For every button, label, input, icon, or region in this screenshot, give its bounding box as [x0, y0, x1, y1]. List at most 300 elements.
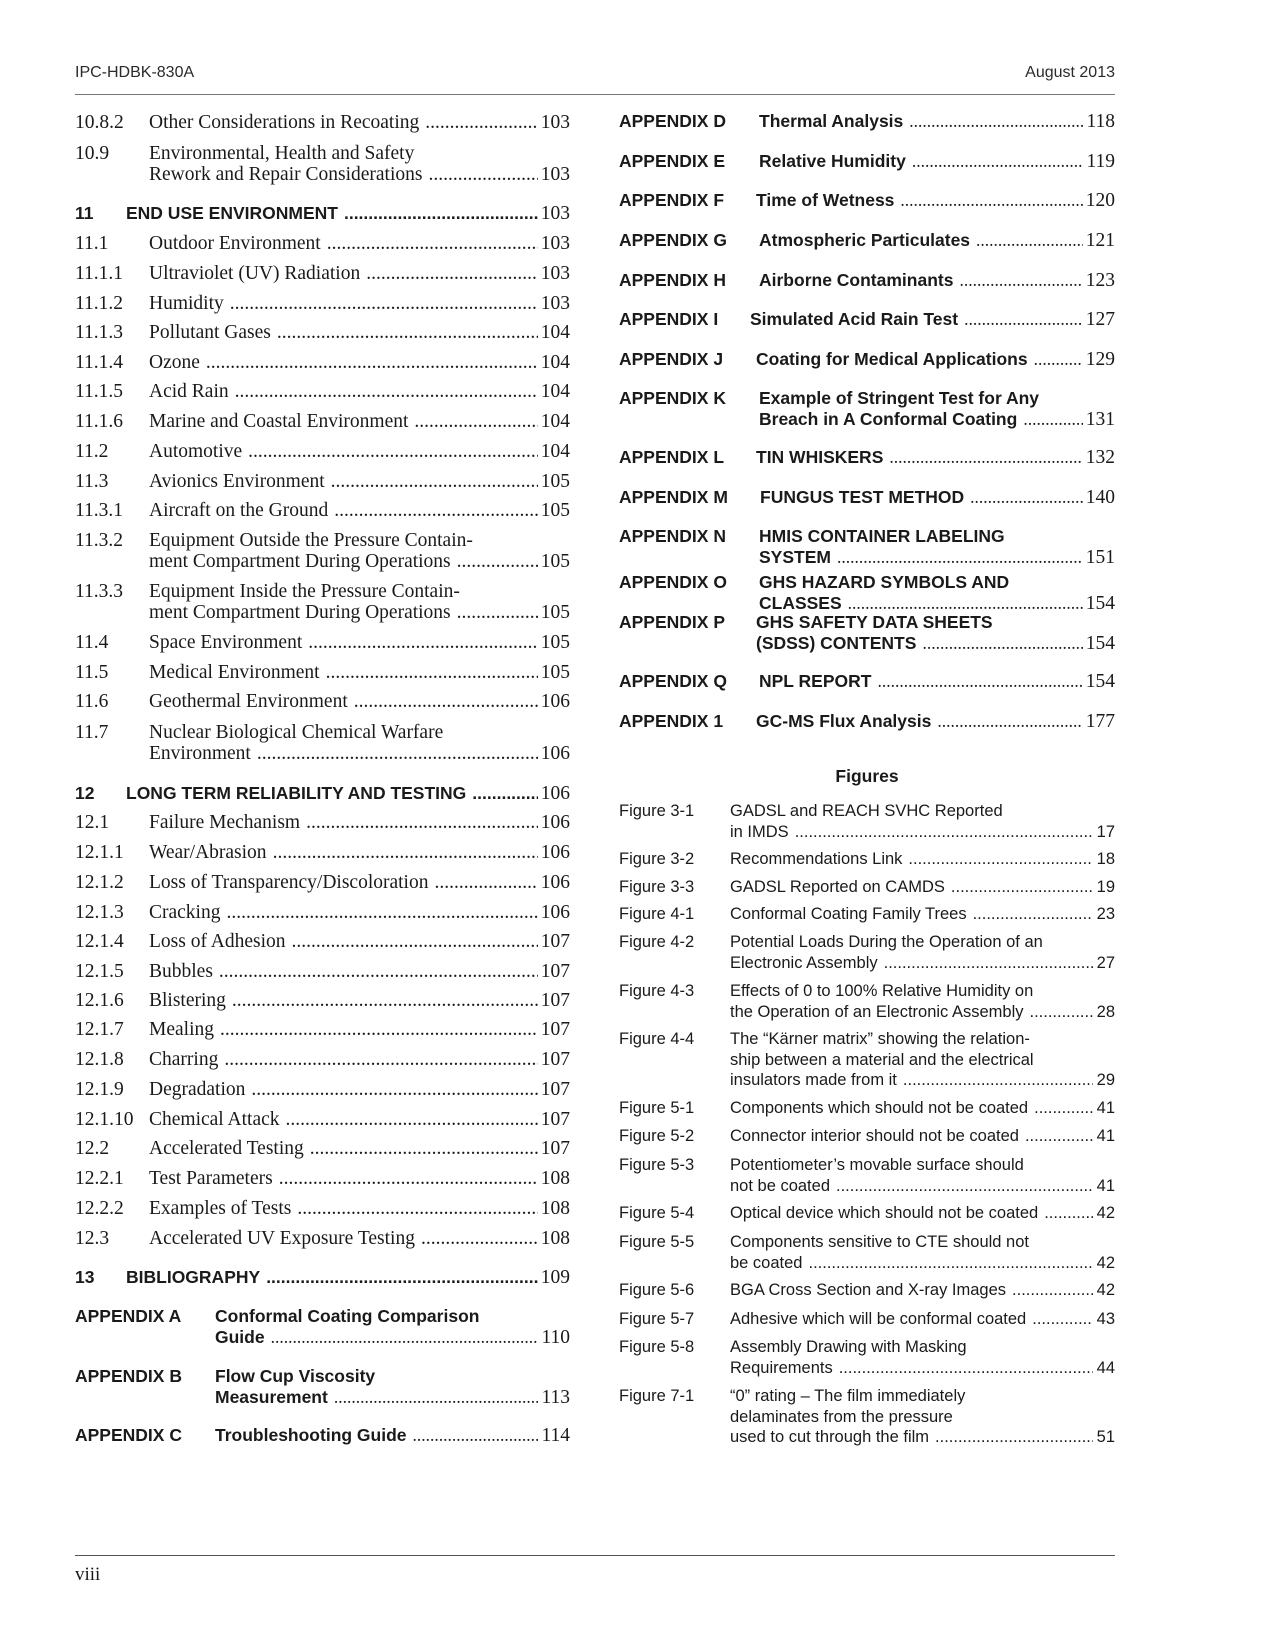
figure-entry[interactable]: [619, 1280, 1115, 1301]
toc-entry[interactable]: [619, 309, 1115, 330]
toc-entry[interactable]: [75, 203, 570, 224]
toc-entry-page: 154: [1085, 633, 1115, 654]
figure-entry[interactable]: [619, 1155, 1115, 1196]
dot-leader: [292, 931, 539, 952]
toc-entry-page: 42: [1096, 1253, 1115, 1272]
toc-entry-page: 114: [541, 1425, 570, 1446]
toc-entry-page: 140: [1085, 487, 1115, 508]
toc-entry-title: in IMDS: [730, 822, 789, 841]
dot-leader: [976, 230, 1083, 251]
toc-entry-page: 177: [1085, 711, 1115, 732]
toc-entry-number: 11.2: [75, 441, 109, 462]
toc-entry-title: Charring: [149, 1049, 219, 1070]
toc-entry-number: APPENDIX H: [619, 270, 726, 290]
toc-entry-page: 18: [1096, 850, 1115, 868]
toc-entry[interactable]: [75, 581, 570, 623]
toc-entry-page: 107: [540, 1138, 570, 1159]
toc-entry-title: Connector interior should not be coated: [730, 1127, 1019, 1145]
toc-entry-number: APPENDIX N: [619, 526, 726, 546]
toc-entry[interactable]: [75, 1109, 570, 1130]
toc-entry-page: 105: [540, 662, 570, 683]
toc-entry-number: 12.1.3: [75, 902, 124, 923]
toc-entry-title: Blistering: [149, 990, 226, 1011]
dot-leader: [257, 743, 538, 764]
dot-leader: [951, 877, 1093, 898]
toc-entry-page: 42: [1096, 1204, 1115, 1222]
toc-entry-title: Environmental, Health and Safety: [149, 143, 415, 164]
figure-entry[interactable]: [619, 904, 1115, 925]
dot-leader: [230, 293, 538, 314]
toc-entry-number: APPENDIX L: [619, 447, 725, 467]
dot-leader: [808, 1253, 1093, 1274]
toc-entry-title: Recommendations Link: [730, 850, 903, 868]
toc-entry-title: Atmospheric Particulates: [759, 230, 971, 250]
toc-entry[interactable]: [75, 411, 570, 432]
figure-entry[interactable]: [619, 849, 1115, 870]
toc-entry-page: 103: [540, 263, 570, 284]
dot-leader: [277, 322, 538, 343]
toc-entry[interactable]: [75, 1198, 570, 1219]
toc-entry[interactable]: [619, 526, 1115, 568]
toc-entry[interactable]: [75, 322, 570, 343]
dot-leader: [937, 711, 1083, 732]
document-id: IPC-HDBK-830A: [75, 64, 195, 81]
figure-entry[interactable]: [619, 1232, 1115, 1273]
toc-entry-title: Humidity: [149, 293, 224, 314]
dot-leader: [884, 953, 1093, 974]
toc-entry-title: Mealing: [149, 1019, 214, 1040]
toc-entry-title: delaminates from the pressure: [730, 1407, 953, 1426]
toc-entry-page: 154: [1085, 593, 1115, 614]
toc-entry-number: Figure 5-8: [619, 1338, 695, 1356]
toc-entry-page: 19: [1096, 878, 1115, 896]
toc-entry-title: ship between a material and the electrical: [730, 1050, 1034, 1069]
dot-leader: [306, 812, 538, 833]
toc-entry[interactable]: [75, 842, 570, 863]
toc-entry-number: 12.2: [75, 1138, 110, 1159]
toc-entry-title: Measurement: [215, 1387, 328, 1407]
dot-leader: [327, 233, 538, 254]
dot-leader: [248, 441, 538, 462]
header-rule: [75, 94, 1115, 95]
toc-entry[interactable]: [75, 530, 570, 572]
dot-leader: [286, 1109, 538, 1130]
toc-entry-number: Figure 4-2: [619, 933, 695, 951]
toc-entry[interactable]: [75, 1049, 570, 1070]
dot-leader: [889, 447, 1083, 468]
dot-leader: [429, 164, 539, 185]
toc-entry-title: The “Kärner matrix” showing the relation-: [730, 1030, 1030, 1048]
toc-entry-title: be coated: [730, 1253, 803, 1272]
toc-entry-number: APPENDIX O: [619, 572, 727, 592]
dot-leader: [224, 1049, 538, 1070]
toc-entry[interactable]: [75, 961, 570, 982]
toc-entry[interactable]: [75, 931, 570, 952]
toc-entry[interactable]: [619, 487, 1115, 508]
toc-entry-page: 103: [540, 164, 570, 185]
toc-entry-number: APPENDIX P: [619, 612, 725, 632]
toc-entry-number: APPENDIX J: [619, 349, 724, 369]
toc-entry-title: Rework and Repair Considerations: [149, 164, 423, 185]
dot-leader: [836, 1176, 1093, 1197]
toc-entry[interactable]: [75, 1366, 570, 1408]
toc-entry-number: 12.1: [75, 812, 110, 833]
toc-entry[interactable]: [75, 1019, 570, 1040]
dot-leader: [334, 500, 538, 521]
toc-entry-number: APPENDIX F: [619, 190, 725, 210]
toc-entry[interactable]: [75, 722, 570, 764]
toc-entry-page: 123: [1085, 270, 1115, 291]
toc-entry-title: Medical Environment: [149, 662, 320, 683]
page-number: viii: [75, 1564, 101, 1585]
dot-leader: [1034, 349, 1083, 370]
dot-leader: [908, 849, 1093, 870]
toc-entry-title: Other Considerations in Recoating: [149, 112, 420, 133]
toc-entry[interactable]: [75, 352, 570, 373]
toc-entry-title: TIN WHISKERS: [756, 447, 884, 467]
toc-entry-number: 11.1.2: [75, 293, 124, 314]
figure-entry[interactable]: [619, 1029, 1115, 1091]
toc-entry-title: BGA Cross Section and X-ray Images: [730, 1281, 1007, 1299]
toc-entry[interactable]: [75, 902, 570, 923]
toc-entry-number: Figure 5-3: [619, 1156, 695, 1174]
toc-entry-page: 105: [540, 551, 570, 572]
toc-entry-page: 107: [540, 1049, 570, 1070]
toc-entry-number: Figure 3-1: [619, 802, 695, 820]
toc-entry-title: Example of Stringent Test for Any: [759, 388, 1040, 408]
toc-entry-title: Components sensitive to CTE should not: [730, 1233, 1029, 1251]
toc-entry-number: 12.3: [75, 1228, 110, 1249]
toc-entry-title: GHS SAFETY DATA SHEETS: [756, 612, 993, 632]
toc-entry-title: Electronic Assembly: [730, 953, 878, 972]
dot-leader: [366, 263, 538, 284]
toc-entry-title: CLASSES: [759, 593, 842, 613]
toc-entry[interactable]: [619, 612, 1115, 654]
toc-entry-title: BIBLIOGRAPHY: [126, 1267, 261, 1287]
dot-leader: [837, 547, 1083, 568]
figure-entry[interactable]: [619, 1203, 1115, 1224]
dot-leader: [421, 1228, 538, 1249]
toc-entry-title: Optical device which should not be coated: [730, 1204, 1039, 1222]
toc-entry[interactable]: [619, 447, 1115, 468]
toc-entry-number: 12.1.1: [75, 842, 124, 863]
toc-entry[interactable]: [75, 381, 570, 402]
toc-entry-number: 11.4: [75, 632, 109, 653]
toc-entry-number: APPENDIX D: [619, 111, 726, 131]
toc-entry-page: 41: [1096, 1127, 1115, 1145]
toc-entry[interactable]: [619, 230, 1115, 251]
toc-entry-number: 12.2.1: [75, 1168, 124, 1189]
toc-entry[interactable]: [75, 471, 570, 492]
toc-entry-title: Conformal Coating Family Trees: [730, 905, 967, 923]
toc-entry-page: 107: [540, 931, 570, 952]
toc-entry-title: Pollutant Gases: [149, 322, 271, 343]
toc-entry-number: Figure 5-4: [619, 1204, 695, 1222]
toc-entry[interactable]: [75, 1079, 570, 1100]
toc-entry-title: Requirements: [730, 1358, 833, 1377]
toc-entry-number: Figure 3-3: [619, 878, 695, 896]
toc-entry-number: 11.1.3: [75, 322, 124, 343]
toc-entry-number: Figure 5-5: [619, 1233, 695, 1251]
toc-entry-number: 11.1.6: [75, 411, 124, 432]
toc-entry-title: not be coated: [730, 1176, 830, 1195]
toc-entry-page: 27: [1096, 953, 1115, 972]
toc-entry-page: 113: [541, 1387, 570, 1408]
figure-entry[interactable]: [619, 801, 1115, 842]
toc-entry[interactable]: [75, 112, 570, 133]
toc-entry-title: Outdoor Environment: [149, 233, 321, 254]
toc-entry[interactable]: [619, 711, 1115, 732]
toc-entry[interactable]: [75, 143, 570, 185]
toc-entry[interactable]: [75, 872, 570, 893]
toc-entry-page: 129: [1085, 349, 1115, 370]
toc-entry[interactable]: [619, 388, 1115, 430]
toc-entry-number: 11.6: [75, 691, 109, 712]
document-date: August 2013: [1025, 64, 1115, 81]
toc-entry-page: 106: [540, 783, 570, 804]
toc-entry[interactable]: [75, 662, 570, 683]
toc-entry-title: the Operation of an Electronic Assembly: [730, 1002, 1024, 1021]
toc-entry-page: 103: [540, 112, 570, 133]
dot-leader: [900, 190, 1083, 211]
dot-leader: [973, 904, 1093, 925]
footer-rule: [75, 1555, 1115, 1556]
toc-entry-page: 43: [1096, 1310, 1115, 1328]
toc-entry-page: 107: [540, 1019, 570, 1040]
dot-leader: [1034, 1098, 1093, 1119]
dot-leader: [279, 1168, 538, 1189]
dot-leader: [1044, 1203, 1093, 1224]
toc-entry-title: HMIS CONTAINER LABELING: [759, 526, 1005, 546]
dot-leader: [1023, 409, 1083, 430]
toc-entry[interactable]: [619, 111, 1115, 132]
toc-entry[interactable]: [75, 441, 570, 462]
figure-entry[interactable]: [619, 981, 1115, 1022]
toc-entry-number: APPENDIX Q: [619, 671, 727, 691]
figure-entry[interactable]: [619, 1126, 1115, 1147]
toc-entry-number: 10.8.2: [75, 112, 124, 133]
dot-leader: [970, 487, 1083, 508]
toc-entry-title: Nuclear Biological Chemical Warfare: [149, 722, 444, 743]
toc-entry-title: Potentiometer’s movable surface should: [730, 1156, 1024, 1174]
toc-entry-page: 120: [1085, 190, 1115, 211]
toc-entry-title: Wear/Abrasion: [149, 842, 267, 863]
toc-entry-title: Aircraft on the Ground: [149, 500, 329, 521]
toc-entry-title: Coating for Medical Applications: [756, 349, 1028, 369]
toc-entry-title: Equipment Inside the Pressure Contain-: [149, 581, 460, 602]
toc-entry-number: 12.1.8: [75, 1049, 124, 1070]
toc-entry-page: 42: [1096, 1281, 1115, 1299]
toc-entry-number: Figure 5-2: [619, 1127, 695, 1145]
dot-leader: [959, 270, 1083, 291]
toc-entry-title: Potential Loads During the Operation of an: [730, 933, 1043, 951]
toc-entry-page: 107: [540, 990, 570, 1011]
toc-entry-title: Simulated Acid Rain Test: [750, 309, 959, 329]
toc-entry-title: Airborne Contaminants: [759, 270, 954, 290]
toc-entry[interactable]: [619, 671, 1115, 692]
toc-entry-page: 107: [540, 1079, 570, 1100]
toc-entry-title: Environment: [149, 743, 251, 764]
toc-entry-page: 105: [540, 632, 570, 653]
toc-entry-page: 104: [540, 352, 570, 373]
toc-entry-page: 110: [541, 1327, 570, 1348]
toc-entry[interactable]: [75, 233, 570, 254]
toc-entry-number: 11.7: [75, 722, 109, 743]
dot-leader: [413, 1425, 538, 1446]
toc-entry-number: 11.1: [75, 233, 109, 254]
toc-entry[interactable]: [75, 500, 570, 521]
toc-entry-page: 109: [540, 1267, 570, 1288]
toc-entry-page: 106: [540, 872, 570, 893]
toc-entry-title: ment Compartment During Operations: [149, 602, 451, 623]
toc-entry[interactable]: [75, 1168, 570, 1189]
toc-entry-title: Loss of Transparency/Discoloration: [149, 872, 429, 893]
dot-leader: [310, 1138, 538, 1159]
toc-entry-number: Figure 5-7: [619, 1310, 695, 1328]
figure-entry[interactable]: [619, 1098, 1115, 1119]
toc-entry-title: “0” rating – The film immediately: [730, 1387, 966, 1405]
toc-entry[interactable]: [619, 349, 1115, 370]
toc-entry-page: 119: [1086, 151, 1115, 172]
toc-entry-page: 121: [1085, 230, 1115, 251]
toc-entry[interactable]: [619, 270, 1115, 291]
toc-entry[interactable]: [75, 812, 570, 833]
toc-entry-title: Thermal Analysis: [759, 111, 904, 131]
toc-entry-title: GADSL and REACH SVHC Reported: [730, 802, 1003, 820]
toc-entry-page: 107: [540, 961, 570, 982]
toc-entry[interactable]: [619, 572, 1115, 614]
toc-entry-number: APPENDIX K: [619, 388, 726, 408]
figure-entry[interactable]: [619, 1309, 1115, 1330]
toc-entry-number: 12.2.2: [75, 1198, 124, 1219]
toc-entry-number: APPENDIX M: [619, 487, 728, 507]
toc-entry-title: Components which should not be coated: [730, 1099, 1029, 1117]
toc-entry-title: Cracking: [149, 902, 221, 923]
toc-entry-page: 104: [540, 411, 570, 432]
toc-entry-page: 107: [540, 1109, 570, 1130]
toc-entry-title: Conformal Coating Comparison: [215, 1306, 480, 1326]
toc-entry[interactable]: [75, 1425, 570, 1446]
toc-entry-number: 11.5: [75, 662, 109, 683]
toc-entry-title: Effects of 0 to 100% Relative Humidity on: [730, 982, 1034, 1000]
toc-entry-page: 103: [540, 293, 570, 314]
toc-entry[interactable]: [619, 151, 1115, 172]
toc-entry[interactable]: [75, 632, 570, 653]
figure-entry[interactable]: [619, 1386, 1115, 1448]
toc-entry-page: 44: [1096, 1358, 1115, 1377]
dot-leader: [425, 112, 538, 133]
toc-entry-title: Loss of Adhesion: [149, 931, 286, 952]
toc-entry-number: Figure 4-4: [619, 1030, 695, 1048]
toc-entry-page: 131: [1085, 409, 1115, 430]
toc-entry-page: 151: [1085, 547, 1115, 568]
dot-leader: [354, 691, 538, 712]
toc-entry-page: 103: [540, 203, 570, 224]
toc-entry-number: 12.1.10: [75, 1109, 134, 1130]
toc-entry-number: Figure 5-1: [619, 1099, 695, 1117]
figure-entry[interactable]: [619, 1337, 1115, 1378]
toc-entry-title: Time of Wetness: [756, 190, 895, 210]
toc-entry[interactable]: [75, 263, 570, 284]
figure-entry[interactable]: [619, 932, 1115, 973]
toc-entry-title: Chemical Attack: [149, 1109, 280, 1130]
toc-entry[interactable]: [75, 691, 570, 712]
toc-entry[interactable]: [75, 990, 570, 1011]
toc-entry-title: SYSTEM: [759, 547, 831, 567]
dot-leader: [251, 1079, 538, 1100]
toc-entry-page: 104: [540, 441, 570, 462]
toc-entry-title: GHS HAZARD SYMBOLS AND: [759, 572, 1010, 592]
toc-entry-number: 11: [75, 203, 94, 223]
toc-entry-number: 12.1.4: [75, 931, 124, 952]
dot-leader: [220, 1019, 538, 1040]
toc-entry-title: (SDSS) CONTENTS: [756, 633, 917, 653]
dot-leader: [331, 471, 538, 492]
toc-entry[interactable]: [75, 1228, 570, 1249]
toc-entry-title: Flow Cup Viscosity: [215, 1366, 376, 1386]
toc-entry-number: APPENDIX G: [619, 230, 727, 250]
toc-entry[interactable]: [75, 1138, 570, 1159]
dot-leader: [472, 783, 538, 804]
toc-entry-title: Assembly Drawing with Masking: [730, 1338, 967, 1356]
dot-leader: [266, 1267, 538, 1288]
dot-leader: [308, 632, 538, 653]
toc-entry-number: 12.1.5: [75, 961, 124, 982]
dot-leader: [839, 1358, 1093, 1379]
toc-entry-page: 154: [1085, 671, 1115, 692]
toc-entry[interactable]: [75, 293, 570, 314]
dot-leader: [922, 633, 1083, 654]
toc-entry[interactable]: [619, 190, 1115, 211]
dot-leader: [1032, 1309, 1093, 1330]
toc-entry[interactable]: [75, 1306, 570, 1348]
toc-entry-page: 29: [1096, 1071, 1115, 1089]
toc-entry-page: 105: [540, 500, 570, 521]
toc-entry-title: GC-MS Flux Analysis: [756, 711, 932, 731]
dot-leader: [848, 593, 1083, 614]
toc-entry-page: 106: [540, 842, 570, 863]
figures-heading: Figures: [835, 766, 899, 786]
toc-entry[interactable]: [75, 783, 570, 804]
toc-entry-title: Acid Rain: [149, 381, 229, 402]
toc-entry-number: 13: [75, 1267, 95, 1287]
toc-entry-title: Relative Humidity: [759, 151, 906, 171]
dot-leader: [271, 1327, 538, 1348]
toc-entry-title: Geothermal Environment: [149, 691, 348, 712]
toc-entry-page: 108: [540, 1198, 570, 1219]
toc-entry-title: FUNGUS TEST METHOD: [760, 487, 965, 507]
dot-leader: [219, 961, 538, 982]
toc-entry[interactable]: [75, 1267, 570, 1288]
toc-entry-number: 10.9: [75, 143, 110, 164]
toc-entry-number: APPENDIX C: [75, 1425, 182, 1445]
toc-entry-title: Automotive: [149, 441, 243, 462]
dot-leader: [909, 111, 1083, 132]
dot-leader: [226, 902, 538, 923]
toc-entry-number: 11.3.2: [75, 530, 124, 551]
toc-entry-number: APPENDIX B: [75, 1366, 182, 1386]
dot-leader: [1012, 1280, 1093, 1301]
toc-entry-page: 132: [1085, 447, 1115, 468]
toc-entry-number: Figure 4-3: [619, 982, 695, 1000]
figure-entry[interactable]: [619, 877, 1115, 898]
toc-entry-page: 104: [540, 322, 570, 343]
toc-entry-number: 12.1.6: [75, 990, 124, 1011]
toc-entry-page: 127: [1085, 309, 1115, 330]
toc-entry-title: Troubleshooting Guide: [215, 1425, 407, 1445]
toc-entry-number: 12.1.9: [75, 1079, 124, 1100]
toc-entry-number: 11.1.1: [75, 263, 124, 284]
